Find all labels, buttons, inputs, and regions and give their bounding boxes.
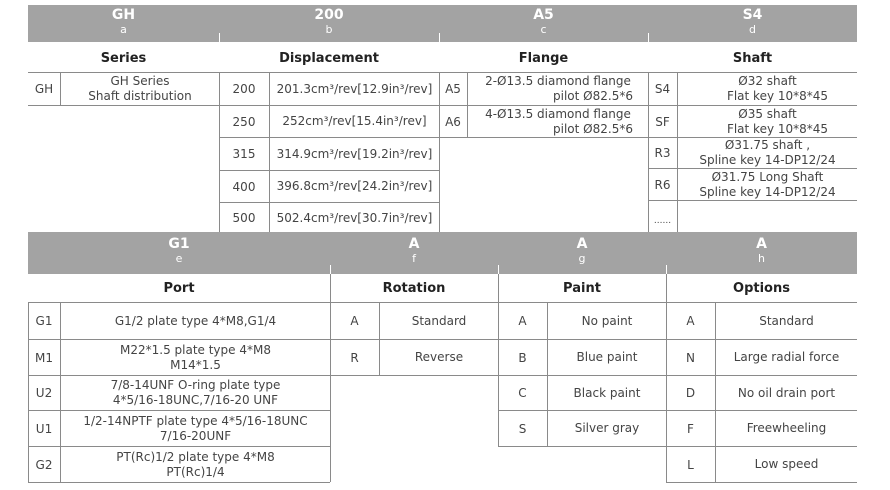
options-code: A <box>686 314 695 328</box>
flange-code: A6 <box>445 114 461 129</box>
port-code: M1 <box>35 350 53 365</box>
rule <box>28 482 330 483</box>
flange-line1: 4-Ø13.5 diamond flange <box>485 106 631 121</box>
header-letter: h <box>758 252 765 265</box>
header-code: S4 <box>742 7 763 23</box>
header-divider <box>666 265 667 274</box>
flange-description <box>468 73 648 105</box>
displacement-value: 314.9cm³/rev[19.2in³/rev] <box>276 146 433 161</box>
shaft-line1: Ø31.75 Long Shaft <box>711 169 824 184</box>
port-line1: PT(Rc)1/2 plate type 4*M8 <box>116 449 275 464</box>
displacement-value: 201.3cm³/rev[12.9in³/rev] <box>276 81 433 96</box>
section-title-displacement: Displacement <box>279 50 379 66</box>
paint-value: Black paint <box>573 385 641 400</box>
displacement-code: 315 <box>232 147 256 161</box>
shaft-description <box>678 73 857 105</box>
displacement-code: 200 <box>232 82 256 96</box>
shaft-description <box>678 138 857 168</box>
header-col-b <box>219 7 439 37</box>
shaft-line2: Flat key 10*8*45 <box>726 89 829 103</box>
header-code: A <box>576 236 588 252</box>
shaft-line2: Spline key 14-DP12/24 <box>699 184 836 199</box>
displacement-value: 252cm³/rev[15.4in³/rev] <box>282 114 427 128</box>
header-col-a <box>28 7 219 37</box>
section-title-port: Port <box>163 281 195 296</box>
section-title-flange: Flange <box>518 50 569 66</box>
options-code: D <box>685 386 696 400</box>
port-line1: 7/8-14UNF O-ring plate type <box>110 378 281 392</box>
shaft-code-more: ...... <box>653 215 672 226</box>
port-description <box>61 376 330 410</box>
header-letter: a <box>120 23 127 36</box>
section-title-paint: Paint <box>563 281 601 296</box>
shaft-description <box>678 106 857 137</box>
header-col-e <box>28 236 330 266</box>
rotation-code: A <box>350 314 359 328</box>
header-col-h <box>666 236 857 266</box>
header-code: A5 <box>533 7 554 23</box>
rule <box>439 137 648 138</box>
port-line2: 7/16-20UNF <box>159 428 232 443</box>
options-value: Standard <box>759 313 814 328</box>
header-col-d <box>648 7 857 37</box>
paint-code: S <box>518 421 527 436</box>
header-letter: e <box>175 252 183 265</box>
section-title-shaft: Shaft <box>732 50 773 66</box>
shaft-code: R3 <box>654 146 671 160</box>
port-line2: M14*1.5 <box>170 357 221 372</box>
flange-line1: 2-Ø13.5 diamond flange <box>485 74 631 88</box>
port-line1: 1/2-14NPTF plate type 4*5/16-18UNC <box>83 413 308 428</box>
rotation-code: R <box>350 350 359 365</box>
series-code: GH <box>34 82 54 96</box>
port-code: U2 <box>35 386 53 400</box>
header-divider <box>498 265 499 274</box>
port-line1: G1/2 plate type 4*M8,G1/4 <box>114 313 277 328</box>
rule <box>498 446 666 447</box>
port-line1: M22*1.5 plate type 4*M8 <box>120 342 271 357</box>
options-code: F <box>687 421 694 436</box>
options-value: Freewheeling <box>746 421 827 435</box>
header-divider <box>648 33 649 42</box>
series-line1: GH Series <box>110 74 170 88</box>
shaft-code: SF <box>655 114 670 129</box>
header-letter: f <box>412 252 416 265</box>
flange-code: A5 <box>445 82 461 96</box>
header-letter: b <box>325 23 333 36</box>
shaft-code: R6 <box>654 177 671 192</box>
flange-line2: pilot Ø82.5*6 <box>553 121 633 136</box>
header-letter: d <box>749 23 756 36</box>
options-value: Large radial force <box>733 350 840 364</box>
port-description <box>61 340 330 375</box>
port-description <box>61 447 330 482</box>
shaft-description <box>678 169 857 200</box>
header-letter: g <box>578 252 586 265</box>
options-value: No oil drain port <box>737 385 836 400</box>
paint-code: A <box>518 314 527 328</box>
header-code: 200 <box>314 7 344 23</box>
section-title-options: Options <box>733 281 790 296</box>
rule <box>330 375 498 376</box>
displacement-code: 400 <box>232 179 256 194</box>
paint-code: C <box>518 386 527 400</box>
port-description <box>61 411 330 446</box>
header-letter: c <box>540 23 547 36</box>
paint-value: Silver gray <box>574 421 640 435</box>
rule <box>648 200 857 201</box>
displacement-code: 250 <box>232 114 256 129</box>
series-description <box>61 73 219 105</box>
options-code: L <box>687 457 694 472</box>
paint-code: B <box>518 350 527 365</box>
paint-value: Blue paint <box>576 350 638 364</box>
header-divider <box>439 33 440 42</box>
rotation-value: Reverse <box>414 350 464 364</box>
port-description <box>61 303 330 339</box>
shaft-line2: Flat key 10*8*45 <box>726 121 829 136</box>
header-code: A <box>756 236 767 252</box>
flange-line2: pilot Ø82.5*6 <box>553 89 633 103</box>
port-code: U1 <box>35 421 53 436</box>
options-code: N <box>686 350 695 365</box>
port-line2: 4*5/16-18UNC,7/16-20 UNF <box>112 393 279 407</box>
flange-description <box>468 106 648 137</box>
shaft-line1: Ø35 shaft <box>738 106 797 121</box>
header-col-g <box>498 236 666 266</box>
options-value: Low speed <box>754 457 819 471</box>
header-code: GH <box>111 7 136 23</box>
shaft-line2: Spline key 14-DP12/24 <box>699 153 836 167</box>
header-col-f <box>330 236 498 266</box>
displacement-code: 500 <box>232 211 256 225</box>
port-code: G2 <box>35 457 53 472</box>
rotation-value: Standard <box>411 313 467 328</box>
header-code: G1 <box>168 236 190 252</box>
shaft-line1: Ø32 shaft <box>738 74 797 88</box>
port-code: G1 <box>35 314 53 328</box>
section-title-series: Series <box>100 50 147 66</box>
port-line2: PT(Rc)1/4 <box>166 464 225 479</box>
header-divider <box>330 265 331 274</box>
displacement-value: 502.4cm³/rev[30.7in³/rev] <box>276 210 433 225</box>
rule <box>28 105 219 106</box>
header-code: A <box>408 236 420 252</box>
displacement-value: 396.8cm³/rev[24.2in³/rev] <box>276 179 433 193</box>
series-line2: Shaft distribution <box>88 89 192 103</box>
rule <box>666 482 857 483</box>
paint-value: No paint <box>581 313 633 328</box>
section-title-rotation: Rotation <box>382 281 446 296</box>
header-divider <box>219 33 220 42</box>
shaft-line1: Ø31.75 shaft , <box>724 138 811 152</box>
shaft-code: S4 <box>654 82 671 96</box>
header-col-c <box>439 7 648 37</box>
